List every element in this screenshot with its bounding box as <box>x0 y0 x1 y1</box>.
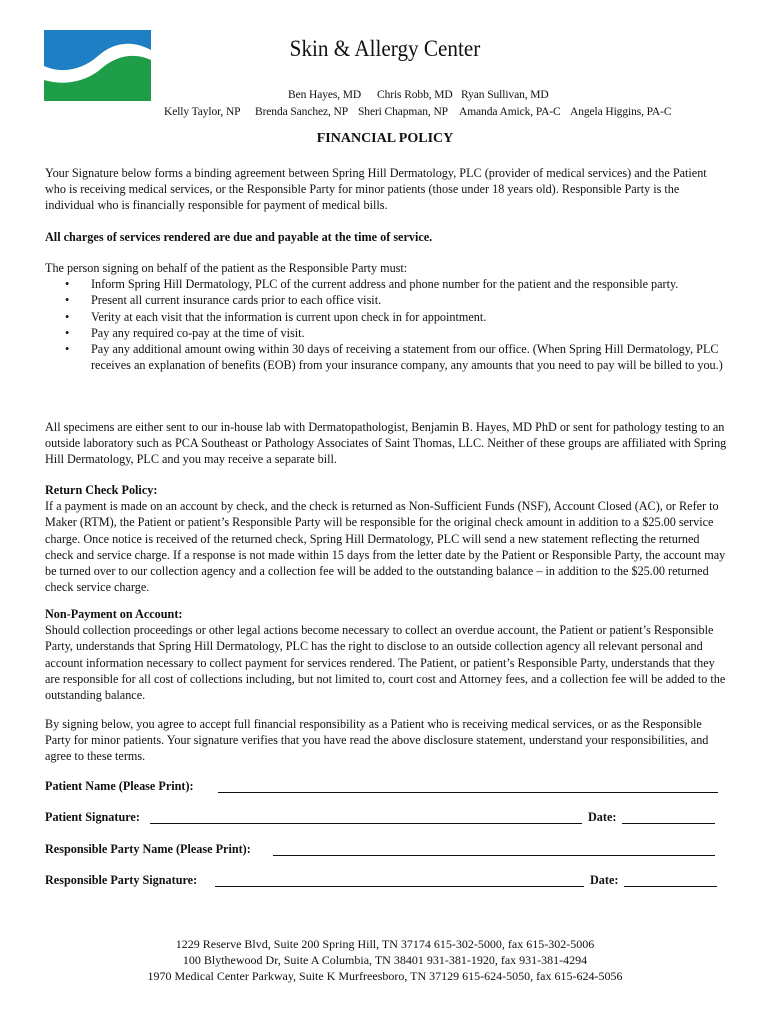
return-check-text: If a payment is made on an account by check, and the check is returned as Non-Sufficient Funds (NSF), Account Closed (AC), or Refer to Maker (RTM), the Patient or patient’s Responsible Party will be responsible for the original check amount in addition to a $25.00 service charge. Once notice is received of the returned check, Spring Hill Dermatology, PLC will send a new statement reflecting the returned check and service charge. If a response is not made within 15 days from the letter date by the Patient or Responsible Party, the account may be turned over to our collection agency and a collection fee will be added to the outstanding balance – in addition to the $25.00 returned check service charge. <box>45 499 726 595</box>
agreement-block <box>45 716 727 765</box>
list-item: • Pay any additional amount owing within 30 days of receiving a statement from our office. (When Spring Hill Dermatology, PLC receives an explanation of benefits (EOB) from your insurance company, any amounts that you need to pay will be billed to you.) <box>91 341 727 373</box>
specimens-text: All specimens are either sent to our in-house lab with Dermatopathologist, Benjamin B. Hayes, MD PhD or sent for pathology testing to an outside laboratory such as PCA Southeast or Pathology Associates of Saint Thomas, LLC. Neither of these groups are affiliated with Spring Hill Dermatology, PLC and you may receive a separate bill. <box>45 420 727 467</box>
return-check-block <box>45 482 727 595</box>
patient-signature-label: Patient Signature: <box>45 810 140 824</box>
responsible-signature-field[interactable] <box>215 886 584 887</box>
staff-name: Amanda Amick, PA-C <box>459 106 561 118</box>
responsible-party-block <box>45 260 727 373</box>
staff-name: Brenda Sanchez, NP <box>255 106 349 118</box>
clinic-name: Skin & Allergy Center <box>289 36 481 61</box>
specimens-block <box>45 419 727 468</box>
staff-name: Angela Higgins, PA-C <box>570 106 672 118</box>
footer-address: 1229 Reserve Blvd, Suite 200 Spring Hill, TN 37174 615-302-5000, fax 615-302-5006 <box>175 937 595 951</box>
staff-row-2 <box>0 106 770 120</box>
footer-addresses <box>0 936 770 985</box>
intro-paragraph <box>45 165 727 214</box>
responsible-intro: The person signing on behalf of the patient as the Responsible Party must: <box>45 261 408 275</box>
responsible-signature-label: Responsible Party Signature: <box>45 873 198 887</box>
list-item: • Present all current insurance cards prior to each office visit. <box>91 292 727 308</box>
patient-date-field[interactable] <box>622 823 715 824</box>
staff-name: Sheri Chapman, NP <box>358 106 448 118</box>
list-item: • Inform Spring Hill Dermatology, PLC of the current address and phone number for the patient and the responsible party. <box>91 276 727 292</box>
policy-title: FINANCIAL POLICY <box>316 131 454 146</box>
list-item: • Verity at each visit that the information is current upon check in for appointment. <box>91 309 727 325</box>
non-payment-block <box>45 606 727 703</box>
patient-name-label: Patient Name (Please Print): <box>45 779 194 793</box>
non-payment-heading: Non-Payment on Account: <box>45 607 183 621</box>
intro-text: Your Signature below forms a binding agreement between Spring Hill Dermatology, PLC (provider of medical services) and the Patient who is receiving medical services, or the Responsible Party for minor patients (those under 18 years old). Responsible Party is the individual who is financially responsible for payment of medical bills. <box>45 166 707 213</box>
staff-row-1 <box>0 89 770 103</box>
list-item: • Pay any required co-pay at the time of visit. <box>91 325 727 341</box>
responsible-name-label: Responsible Party Name (Please Print): <box>45 842 251 856</box>
date-label: Date: <box>590 873 619 887</box>
staff-name: Ben Hayes, MD <box>288 89 362 101</box>
staff-name: Ryan Sullivan, MD <box>461 89 549 101</box>
staff-name: Kelly Taylor, NP <box>164 106 241 118</box>
return-check-heading: Return Check Policy: <box>45 483 158 497</box>
responsible-name-field[interactable] <box>273 855 715 856</box>
charges-due-text: All charges of services rendered are due and payable at the time of service. <box>45 230 433 244</box>
agreement-text: By signing below, you agree to accept full financial responsibility as a Patient who is receiving medical services, or as the Responsible Party for minor patients. Your signature verifies that you have read the above disclosure statement, understand your responsibilities, and agree to these terms. <box>45 717 709 764</box>
footer-address: 1970 Medical Center Parkway, Suite K Murfreesboro, TN 37129 615-624-5050, fax 615-624-5056 <box>147 969 623 984</box>
patient-signature-field[interactable] <box>150 823 582 824</box>
non-payment-text: Should collection proceedings or other legal actions become necessary to collect an overdue account, the Patient or patient’s Responsible Party, understands that Spring Hill Dermatology, PLC has the right to disclose to an outside collection agency all relevant personal and account information necessary to collect payment for services rendered. The Patient, or patient’s Responsible Party, understands that they are responsible for all cost of collections including, but not limited to, court cost and Attorney fees, and a collection fee will be added to the outstanding balance. <box>45 623 726 703</box>
date-label: Date: <box>588 810 617 824</box>
staff-name: Chris Robb, MD <box>377 89 453 101</box>
responsible-duties-list <box>45 276 727 373</box>
responsible-date-field[interactable] <box>624 886 717 887</box>
charges-due-block <box>45 229 727 245</box>
footer-address: 100 Blythewood Dr, Suite A Columbia, TN 38401 931-381-1920, fax 931-381-4294 <box>182 953 588 968</box>
patient-name-field[interactable] <box>218 792 718 793</box>
